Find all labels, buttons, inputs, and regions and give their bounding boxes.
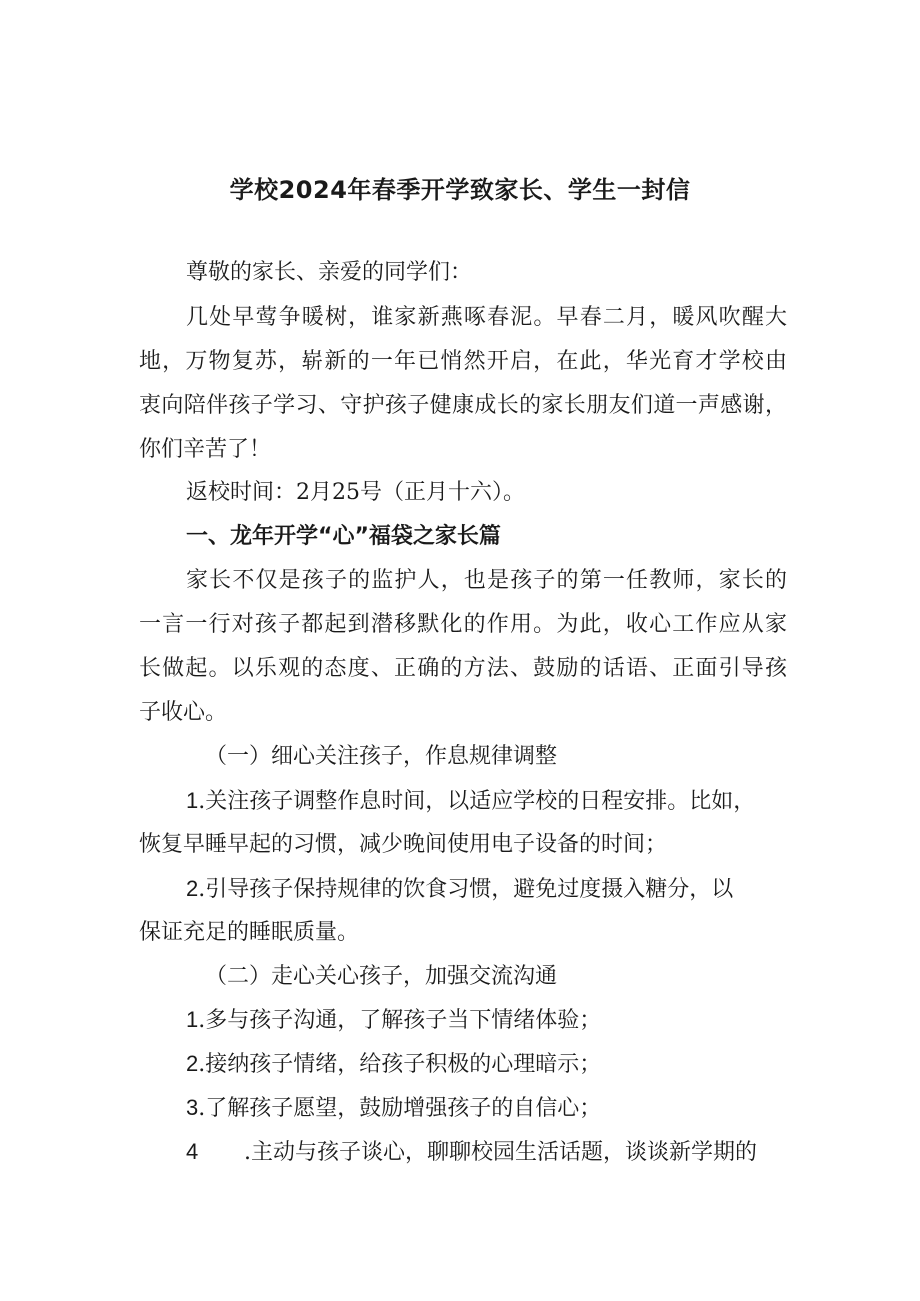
item-number: 2 [186, 876, 199, 901]
document-title: 学校2024年春季开学致家长、学生一封信 [229, 176, 691, 204]
intro-line-2: 地，万物复苏，崭新的一年已悄然开启，在此，华光育才学校由 [139, 349, 787, 374]
sub2-item4 [186, 1137, 757, 1168]
section1-para-line-2: 一言一行对孩子都起到潜移默化的作用。为此，收心工作应从家 [139, 612, 787, 637]
sub2-item2 [186, 1049, 601, 1080]
intro-line-3: 衷向陪伴孩子学习、守护孩子健康成长的家长朋友们道一声感谢， [139, 393, 787, 418]
item-number: 1 [186, 788, 199, 813]
item-text: .关注孩子调整作息时间，以适应学校的日程安排。比如， [198, 789, 756, 814]
item-number: 4 [186, 1139, 199, 1164]
sub2-item1 [186, 1005, 601, 1036]
item-text: .接纳孩子情绪，给孩子积极的心理暗示； [198, 1052, 602, 1077]
item-number: 2 [186, 1051, 199, 1076]
sub2-item3 [186, 1093, 601, 1124]
sub1-item1-line2: 恢复早睡早起的习惯，减少晚间使用电子设备的时间； [139, 832, 668, 857]
sub1-item1-line1 [186, 786, 755, 817]
return-time: 返校时间：2月25号（正月十六）。 [186, 480, 525, 505]
intro-line-4: 你们辛苦了！ [139, 437, 272, 462]
section1-para-line-1: 家长不仅是孩子的监护人，也是孩子的第一任教师，家长的 [186, 568, 787, 593]
greeting: 尊敬的家长、亲爱的同学们： [186, 260, 473, 285]
sub1-item2-line1 [186, 874, 733, 905]
sub1-item2-line2: 保证充足的睡眠质量。 [139, 920, 360, 945]
subsection1-heading: （一）细心关注孩子，作息规律调整 [205, 744, 558, 769]
section1-heading: 一、龙年开学“心”福袋之家长篇 [186, 524, 501, 549]
item-text: .了解孩子愿望，鼓励增强孩子的自信心； [198, 1096, 602, 1121]
intro-line-1: 几处早莺争暖树，谁家新燕啄春泥。早春二月，暖风吹醒大 [186, 305, 787, 330]
item-text: .引导孩子保持规律的饮食习惯，避免过度摄入糖分，以 [198, 877, 734, 902]
item-number: 1 [186, 1007, 199, 1032]
section1-para-line-4: 子收心。 [139, 700, 228, 725]
section1-para-line-3: 长做起。以乐观的态度、正确的方法、鼓励的话语、正面引导孩 [139, 656, 787, 681]
subsection2-heading: （二）走心关心孩子，加强交流沟通 [205, 964, 558, 989]
item-text: .多与孩子沟通，了解孩子当下情绪体验； [198, 1008, 602, 1033]
item-text: .主动与孩子谈心，聊聊校园生活话题，谈谈新学期的 [244, 1140, 757, 1165]
item-number: 3 [186, 1095, 199, 1120]
